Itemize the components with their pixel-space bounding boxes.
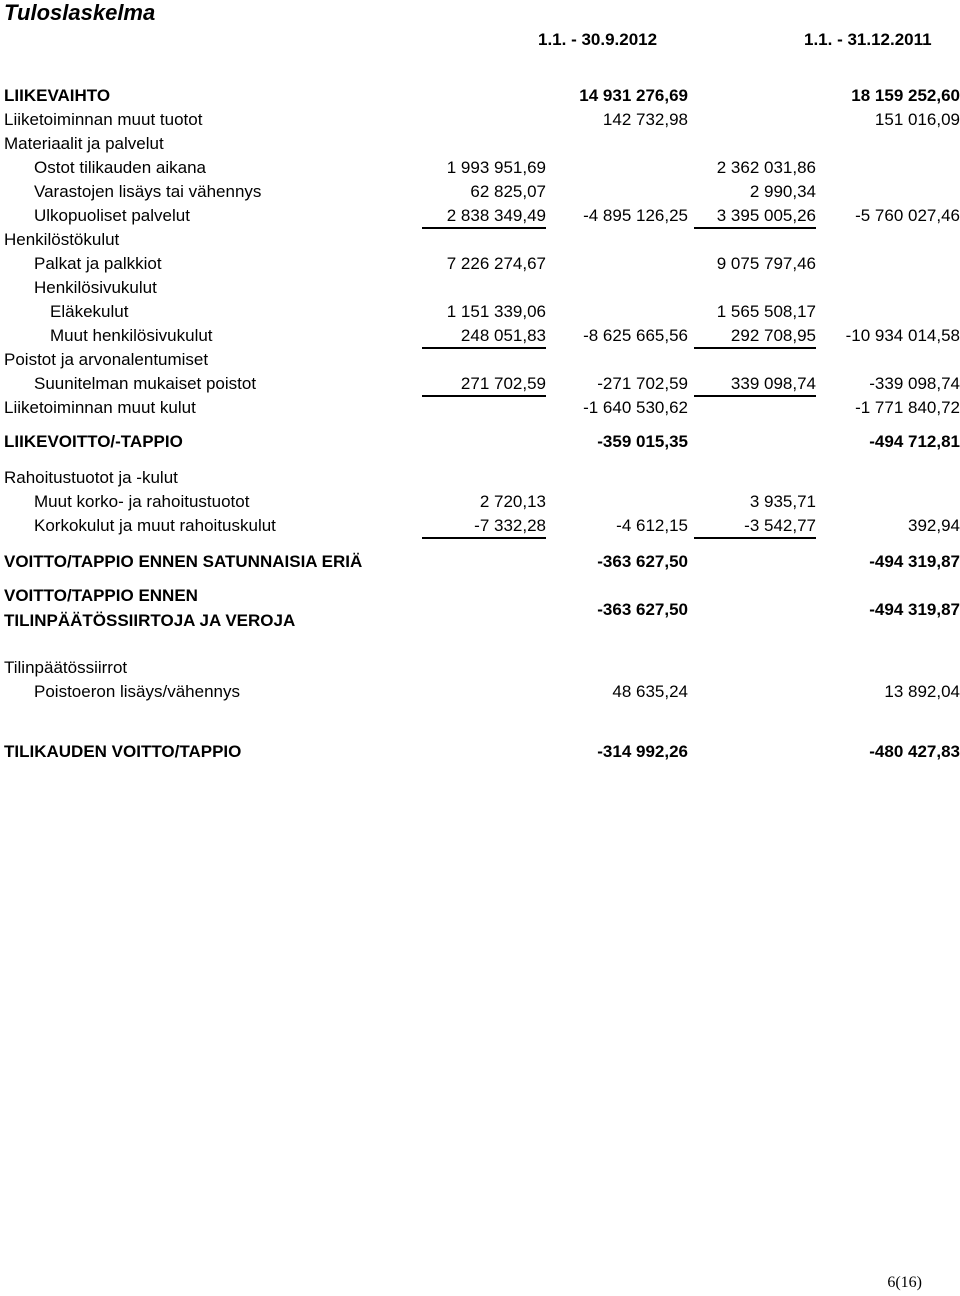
page-number: 6(16): [887, 1274, 922, 1291]
row-liikevoitto: LIIKEVOITTO/-TAPPIO -359 015,35 -494 712,81: [4, 432, 960, 451]
row-muut-henkilosivukulut: Muut henkilösivukulut 248 051,83 -8 625 665,56 292 708,95 -10 934 014,58: [0, 326, 960, 350]
row-voitto-ennen-tilinpaatossiirtoja: -363 627,50 -494 319,87: [597, 600, 960, 619]
row-ostot-tilikauden-aikana: Ostot tilikauden aikana 1 993 951,69 2 362 031,86: [34, 158, 816, 177]
row-tilinpaatossiirrot: Tilinpäätössiirrot: [4, 658, 128, 677]
row-korkokulut: Korkokulut ja muut rahoituskulut -7 332,28 -4 612,15 -3 542,77 392,94: [0, 516, 960, 540]
row-palkat-ja-palkkiot: Palkat ja palkkiot 7 226 274,67 9 075 797,46: [34, 254, 816, 273]
row-voitto-ennen-tilinpaatossiirtoja-label-1: VOITTO/TAPPIO ENNEN: [4, 586, 198, 605]
row-tilikauden-voitto: TILIKAUDEN VOITTO/TAPPIO -314 992,26 -480 427,83: [4, 742, 960, 761]
row-elakekulut: Eläkekulut 1 151 339,06 1 565 508,17: [50, 302, 816, 321]
row-henkilostokulut: Henkilöstökulut: [4, 230, 120, 249]
row-materiaalit-ja-palvelut: Materiaalit ja palvelut: [4, 134, 164, 153]
row-suunitelman-mukaiset-poistot: Suunitelman mukaiset poistot 271 702,59 -271 702,59 339 098,74 -339 098,74: [0, 374, 960, 398]
period-previous-header: 1.1. - 31.12.2011: [804, 30, 932, 49]
page-title: Tuloslaskelma: [4, 0, 156, 25]
row-muut-korko-ja-rahoitustuotot: Muut korko- ja rahoitustuotot 2 720,13 3 935,71: [34, 492, 816, 511]
row-poistoeron-muutos: Poistoeron lisäys/vähennys 48 635,24 13 892,04: [34, 682, 960, 701]
row-voitto-ennen-tilinpaatossiirtoja-label-2: TILINPÄÄTÖSSIIRTOJA JA VEROJA: [4, 611, 296, 630]
period-current-header: 1.1. - 30.9.2012: [538, 30, 658, 49]
row-varastojen-muutos: Varastojen lisäys tai vähennys 62 825,07 2 990,34: [34, 182, 816, 201]
row-poistot-ja-arvonalentumiset: Poistot ja arvonalentumiset: [4, 350, 209, 369]
row-liiketoiminnan-muut-kulut: Liiketoiminnan muut kulut -1 640 530,62 -1 771 840,72: [4, 398, 960, 417]
row-ulkopuoliset-palvelut: Ulkopuoliset palvelut 2 838 349,49 -4 895 126,25 3 395 005,26 -5 760 027,46: [0, 206, 960, 230]
row-henkilosivukulut: Henkilösivukulut: [34, 278, 157, 297]
row-liikevaihto: LIIKEVAIHTO 14 931 276,69 18 159 252,60: [4, 86, 960, 105]
row-rahoitustuotot-ja-kulut: Rahoitustuotot ja -kulut: [4, 468, 178, 487]
row-liiketoiminnan-muut-tuotot: Liiketoiminnan muut tuotot 142 732,98 151 016,09: [4, 110, 960, 129]
row-voitto-ennen-satunnaisia-eria: VOITTO/TAPPIO ENNEN SATUNNAISIA ERIÄ -363 627,50 -494 319,87: [4, 552, 960, 571]
